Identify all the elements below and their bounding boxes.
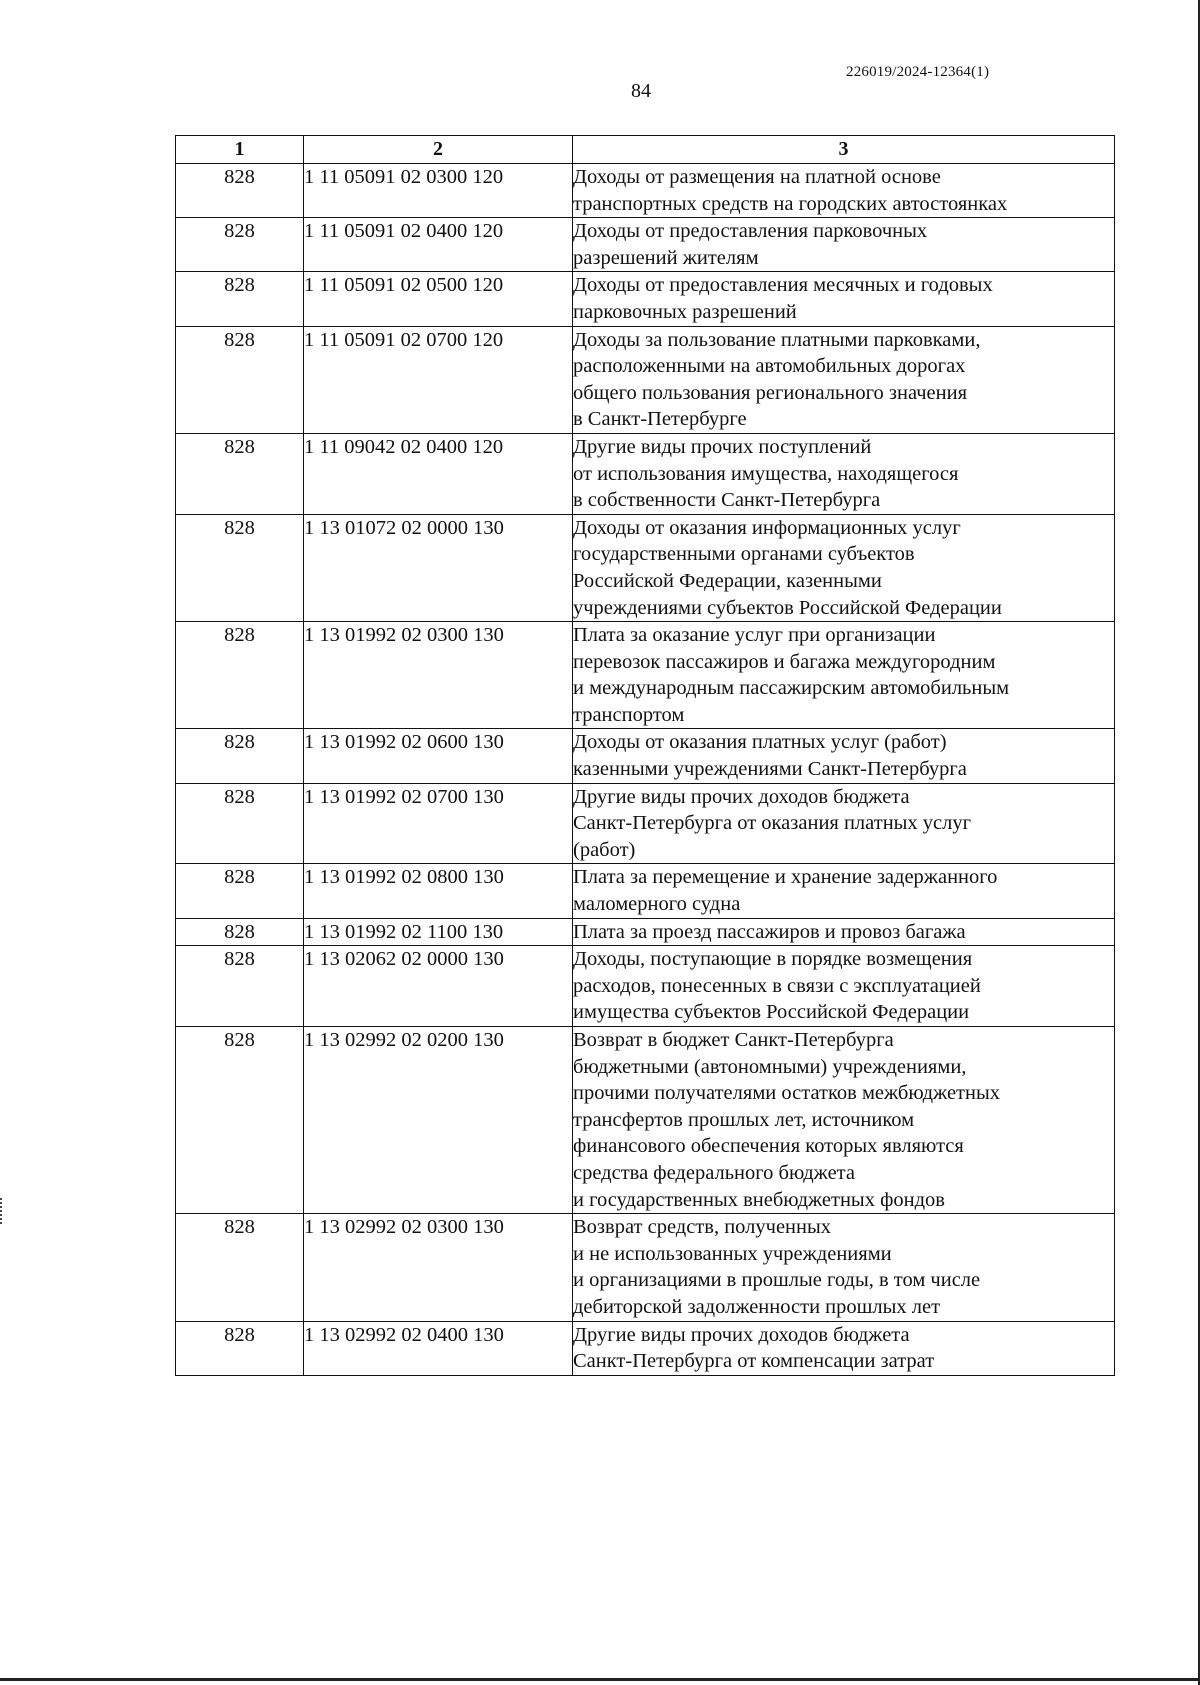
revenue-name-cell: Доходы от предоставления месячных и годовых парковочных разрешений bbox=[573, 272, 1115, 326]
revenue-name-cell: Плата за оказание услуг при организации перевозок пассажиров и багажа междугородним и международным пассажирским автомобильным транспортом bbox=[573, 622, 1115, 729]
admin-code-cell: 828 bbox=[176, 514, 304, 621]
document-number: 226019/2024-12364(1) bbox=[846, 64, 990, 80]
table-row bbox=[176, 918, 1115, 946]
table-row bbox=[176, 864, 1115, 918]
page-number: 84 bbox=[631, 80, 651, 102]
table-row bbox=[176, 514, 1115, 621]
table-row bbox=[176, 1027, 1115, 1214]
revenue-name-cell: Другие виды прочих доходов бюджета Санкт-Петербурга от оказания платных услуг (работ) bbox=[573, 783, 1115, 864]
admin-code-cell: 828 bbox=[176, 1321, 304, 1375]
revenue-name-cell: Возврат средств, полученных и не использованных учреждениями и организациями в прошлые годы, в том числе дебиторской задолженности прошлых лет bbox=[573, 1214, 1115, 1321]
revenue-code-cell: 1 13 01992 02 1100 130 bbox=[304, 918, 573, 946]
revenue-name-cell: Доходы, поступающие в порядке возмещения расходов, понесенных в связи с эксплуатацией имущества субъектов Российской Федерации bbox=[573, 946, 1115, 1027]
table-row bbox=[176, 1321, 1115, 1375]
admin-code-cell: 828 bbox=[176, 272, 304, 326]
revenue-name-cell: Доходы от размещения на платной основе транспортных средств на городских автостоянках bbox=[573, 164, 1115, 218]
column-header-2: 2 bbox=[304, 136, 573, 164]
scan-edge-bottom bbox=[0, 1678, 1200, 1681]
revenue-name-cell: Доходы за пользование платными парковками, расположенными на автомобильных дорогах общего пользования регионального значения в Санкт-Петербурге bbox=[573, 326, 1115, 433]
table-row bbox=[176, 218, 1115, 272]
revenue-code-cell: 1 13 02992 02 0200 130 bbox=[304, 1027, 573, 1214]
table-body bbox=[176, 164, 1115, 1376]
revenue-name-cell: Доходы от оказания платных услуг (работ) казенными учреждениями Санкт-Петербурга bbox=[573, 729, 1115, 783]
admin-code-cell: 828 bbox=[176, 783, 304, 864]
revenue-code-cell: 1 13 01992 02 0300 130 bbox=[304, 622, 573, 729]
table-row bbox=[176, 622, 1115, 729]
revenue-name-cell: Плата за проезд пассажиров и провоз багажа bbox=[573, 918, 1115, 946]
admin-code-cell: 828 bbox=[176, 946, 304, 1027]
scan-edge-mark bbox=[0, 1198, 5, 1224]
table-row bbox=[176, 729, 1115, 783]
admin-code-cell: 828 bbox=[176, 918, 304, 946]
table-row bbox=[176, 946, 1115, 1027]
admin-code-cell: 828 bbox=[176, 622, 304, 729]
revenue-codes-table bbox=[175, 135, 1115, 1376]
table-row bbox=[176, 433, 1115, 514]
column-header-1: 1 bbox=[176, 136, 304, 164]
table-row bbox=[176, 164, 1115, 218]
admin-code-cell: 828 bbox=[176, 729, 304, 783]
admin-code-cell: 828 bbox=[176, 433, 304, 514]
table-row bbox=[176, 326, 1115, 433]
revenue-code-cell: 1 13 01992 02 0700 130 bbox=[304, 783, 573, 864]
admin-code-cell: 828 bbox=[176, 864, 304, 918]
table-row bbox=[176, 272, 1115, 326]
revenue-code-cell: 1 11 05091 02 0300 120 bbox=[304, 164, 573, 218]
revenue-name-cell: Возврат в бюджет Санкт-Петербурга бюджетными (автономными) учреждениями, прочими получателями остатков межбюджетных трансфертов прошлых лет, источником финансового обеспечения которых являются средства федерального бюджета и государственных внебюджетных фондов bbox=[573, 1027, 1115, 1214]
column-header-3: 3 bbox=[573, 136, 1115, 164]
admin-code-cell: 828 bbox=[176, 164, 304, 218]
revenue-code-cell: 1 13 01992 02 0600 130 bbox=[304, 729, 573, 783]
revenue-code-cell: 1 13 02992 02 0300 130 bbox=[304, 1214, 573, 1321]
revenue-name-cell: Доходы от оказания информационных услуг государственными органами субъектов Российской Федерации, казенными учреждениями субъектов Российской Федерации bbox=[573, 514, 1115, 621]
revenue-code-cell: 1 13 01072 02 0000 130 bbox=[304, 514, 573, 621]
admin-code-cell: 828 bbox=[176, 218, 304, 272]
revenue-code-cell: 1 13 02992 02 0400 130 bbox=[304, 1321, 573, 1375]
revenue-code-cell: 1 13 02062 02 0000 130 bbox=[304, 946, 573, 1027]
admin-code-cell: 828 bbox=[176, 1027, 304, 1214]
revenue-code-cell: 1 11 05091 02 0400 120 bbox=[304, 218, 573, 272]
revenue-code-cell: 1 13 01992 02 0800 130 bbox=[304, 864, 573, 918]
revenue-code-cell: 1 11 09042 02 0400 120 bbox=[304, 433, 573, 514]
revenue-code-cell: 1 11 05091 02 0500 120 bbox=[304, 272, 573, 326]
table-row bbox=[176, 783, 1115, 864]
admin-code-cell: 828 bbox=[176, 326, 304, 433]
table-row bbox=[176, 1214, 1115, 1321]
revenue-name-cell: Доходы от предоставления парковочных разрешений жителям bbox=[573, 218, 1115, 272]
revenue-name-cell: Другие виды прочих доходов бюджета Санкт-Петербурга от компенсации затрат bbox=[573, 1321, 1115, 1375]
admin-code-cell: 828 bbox=[176, 1214, 304, 1321]
revenue-code-cell: 1 11 05091 02 0700 120 bbox=[304, 326, 573, 433]
revenue-name-cell: Другие виды прочих поступлений от использования имущества, находящегося в собственности Санкт-Петербурга bbox=[573, 433, 1115, 514]
table-header-row bbox=[176, 136, 1115, 164]
revenue-name-cell: Плата за перемещение и хранение задержанного маломерного судна bbox=[573, 864, 1115, 918]
